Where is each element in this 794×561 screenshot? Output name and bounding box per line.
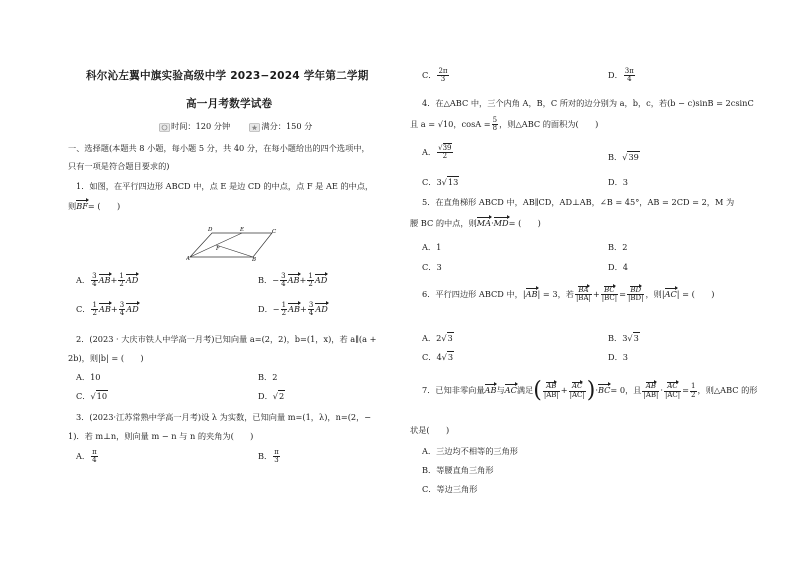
- q5-text-line1: 5．在直角梯形 ABCD 中，AB∥CD，AD⊥AB，∠B = 45°，AB = 2CD = 2，M 为: [422, 197, 735, 207]
- plus: +: [592, 288, 600, 299]
- exam-meta: [159, 121, 312, 132]
- option-letter: A．: [422, 146, 437, 157]
- vec-md: MD: [493, 218, 509, 228]
- den: |AC|: [665, 390, 681, 399]
- vec-bc: BC: [597, 385, 611, 395]
- num: 3: [308, 301, 314, 309]
- vec-bd: BD: [630, 286, 642, 294]
- dot: ·: [595, 385, 598, 395]
- q6-option-c: [422, 352, 454, 363]
- fraction: [627, 287, 644, 303]
- q4-option-b: [608, 152, 640, 163]
- exam-title-line2: 高一月考数学试卷: [186, 98, 273, 110]
- q7-part: 与: [496, 385, 505, 395]
- vec-ad: AD: [314, 274, 328, 285]
- num: √39: [438, 144, 452, 152]
- option-letter: B．: [258, 274, 273, 285]
- q3-option-a: [76, 449, 99, 465]
- den: 3: [274, 456, 279, 465]
- q2-option-a: A．10: [76, 372, 101, 382]
- sign: −: [272, 303, 280, 314]
- plus: +: [560, 385, 568, 395]
- fraction: [624, 68, 635, 84]
- q3-text-line1: 3．(2023·江苏常熟中学高一月考)设 λ 为实数，已知向量 m=(1，λ)，n=(2，−: [76, 412, 372, 422]
- fraction: [492, 117, 498, 133]
- sign: −: [272, 274, 280, 285]
- sqrt: √10: [90, 391, 108, 401]
- option-letter: C．4: [422, 352, 442, 362]
- option-letter: D．: [258, 303, 273, 314]
- radicand: 3: [447, 352, 454, 362]
- q7-part: = 0，且: [610, 385, 642, 395]
- vec-ac: AC: [667, 382, 678, 391]
- vec-ac: AC: [504, 385, 517, 395]
- vec-ma: MA: [476, 218, 492, 228]
- q3-text-line2: 1)．若 m⊥n，则向量 m − n 与 n 的夹角为( ): [68, 431, 254, 441]
- exam-title-line1: 科尔沁左翼中旗实验高级中学 2023−2024 学年第二学期: [86, 70, 369, 82]
- den: |AB|: [543, 390, 559, 399]
- q1-prefix: 则: [68, 201, 77, 211]
- left-paren: (: [533, 378, 542, 403]
- radicand: 3: [633, 333, 639, 343]
- option-letter: D．: [258, 391, 273, 401]
- option-letter: C．: [76, 303, 91, 314]
- q3-option-d: [608, 68, 636, 84]
- dot: ·: [660, 385, 664, 395]
- q6-part: | = 3，若: [537, 288, 574, 299]
- num: 3π: [624, 67, 634, 75]
- q6-option-a: [422, 333, 454, 344]
- den: 4: [627, 75, 632, 84]
- vec-ab: AB: [525, 288, 538, 299]
- fraction: [437, 145, 452, 161]
- q6-option-b: [608, 333, 640, 344]
- option-letter: C．: [76, 391, 91, 401]
- q4-text-line1: 4．在△ABC 中，三个内角 A，B，C 所对的边分别为 a，b，c，若(b − c)sinB = 2csinC: [422, 98, 754, 108]
- num: 5: [492, 116, 498, 124]
- q7-text: [422, 380, 758, 402]
- sign: +: [300, 303, 307, 314]
- fraction: [543, 383, 560, 399]
- score-icon: [249, 123, 260, 132]
- den: 4: [119, 309, 125, 318]
- option-letter: B．3: [608, 333, 628, 343]
- option-letter: A．2: [422, 333, 442, 343]
- sqrt: √13: [441, 177, 459, 187]
- num: 3: [92, 272, 97, 280]
- q4-text-line2: [410, 117, 598, 133]
- coef: [281, 302, 287, 318]
- q4-option-a: [422, 145, 454, 161]
- vec-ab: AB: [484, 385, 497, 395]
- vec-ad: AD: [125, 274, 139, 285]
- den: |BC|: [601, 294, 618, 303]
- q1-option-a: [76, 273, 138, 289]
- num: 3: [281, 272, 286, 280]
- option-letter: A．: [76, 274, 91, 285]
- coef: [307, 273, 313, 289]
- coef: [91, 302, 97, 318]
- q2-text-line2: 2b)，则|b| = ( ): [68, 353, 144, 363]
- q7-part: 满足: [516, 385, 534, 395]
- q5-option-a: A．1: [422, 242, 442, 252]
- radicand: 39: [442, 144, 452, 152]
- vec-ac: AC: [572, 382, 583, 391]
- vec-ad: AD: [126, 303, 139, 314]
- den: 2: [308, 280, 313, 289]
- den: |AB|: [643, 390, 659, 399]
- den: |BD|: [627, 294, 644, 303]
- coef: [280, 273, 286, 289]
- dot: ·: [491, 218, 494, 228]
- figure-label-b: B: [252, 257, 257, 261]
- den: 2: [119, 280, 124, 289]
- q7-text-line2: 状是( ): [410, 425, 450, 435]
- q5-option-b: B．2: [608, 242, 628, 252]
- q7-option-b: B．等腰直角三角形: [422, 465, 494, 475]
- vec-ab: AB: [98, 274, 111, 285]
- coef: [119, 302, 125, 318]
- den: 2: [691, 390, 696, 399]
- q1-text-line2: [68, 201, 120, 212]
- option-letter: A．: [76, 450, 91, 461]
- clock-icon: [159, 123, 170, 132]
- radicand: 3: [447, 333, 453, 343]
- sign: +: [110, 303, 118, 314]
- fraction: [437, 68, 448, 84]
- q1-option-d: [258, 302, 328, 318]
- option-letter: B．: [608, 152, 623, 162]
- sign: +: [110, 274, 118, 285]
- q2-option-b: B．2: [258, 372, 278, 382]
- q7-option-a: A．三边均不相等的三角形: [422, 446, 518, 456]
- figure-label-e: E: [240, 227, 245, 233]
- option-letter: C．: [422, 69, 437, 80]
- equals: =: [619, 288, 626, 299]
- den: 2: [92, 309, 97, 318]
- figure-label-d: D: [208, 227, 213, 233]
- sqrt: √3: [441, 333, 453, 343]
- fraction: [91, 449, 98, 465]
- vec-ab: AB: [645, 382, 657, 391]
- time-label: 时间：120 分钟: [171, 121, 231, 131]
- den: 4: [281, 280, 286, 289]
- vec-ab: AB: [288, 303, 301, 314]
- den: 2: [442, 152, 448, 161]
- fraction: [664, 383, 681, 399]
- vec-ba: BA: [578, 286, 589, 294]
- fraction: [569, 383, 586, 399]
- q5-text-line2: [410, 218, 541, 229]
- num: 1: [119, 272, 124, 280]
- radicand: 13: [447, 177, 459, 187]
- q1-parallelogram-figure: [186, 225, 278, 261]
- q4-part: ，则△ABC 的面积为( ): [499, 118, 599, 129]
- vec-ac: AC: [664, 288, 677, 299]
- q1-suffix: = ( ): [87, 201, 121, 211]
- q7-part: 7．已知非零向量: [422, 385, 485, 395]
- num: π: [274, 448, 279, 456]
- q6-option-d: D．3: [608, 352, 628, 362]
- q5-part: = ( ): [508, 218, 541, 228]
- sqrt: √39: [622, 152, 639, 162]
- fraction: [575, 287, 592, 303]
- sqrt: √3: [441, 352, 454, 362]
- den: 2: [281, 309, 287, 318]
- num: 1: [691, 382, 696, 391]
- vec-ab: AB: [546, 382, 557, 391]
- option-letter: B．: [258, 450, 273, 461]
- figure-label-f: F: [216, 246, 220, 252]
- den: 4: [308, 309, 314, 318]
- num: 1: [281, 301, 287, 309]
- vec-bc: BC: [604, 286, 615, 294]
- den: |AC|: [569, 390, 585, 399]
- q6-part: 6．平行四边形 ABCD 中，|: [422, 288, 526, 299]
- q3-option-b: [258, 449, 281, 465]
- q1-option-b: [258, 273, 327, 289]
- equals: =: [682, 385, 690, 395]
- den: 4: [92, 456, 97, 465]
- den: 8: [492, 124, 498, 133]
- coef: [91, 273, 97, 289]
- fraction: [601, 287, 618, 303]
- q4-part: 且 a = √10，cosA =: [410, 118, 491, 129]
- section-heading-line2: 只有一项是符合题目要求的): [68, 161, 170, 171]
- q1-option-c: [76, 302, 139, 318]
- num: 2π: [438, 67, 448, 75]
- q7-part: ，则△ABC 的形: [697, 385, 758, 395]
- q4-option-d: D．3: [608, 177, 628, 187]
- den: 4: [92, 280, 97, 289]
- q2-option-d: [258, 391, 285, 402]
- q2-text-line1: 2．(2023 · 大庆市铁人中学高一月考)已知向量 a=(2，2)，b=(1，x)，若 a∥(a +: [76, 334, 377, 344]
- sign: +: [299, 274, 307, 285]
- num: 1: [92, 301, 97, 309]
- q6-part: | = ( ): [676, 288, 715, 299]
- q1-text-line1: 1．如图，在平行四边形 ABCD 中，点 E 是边 CD 的中点，点 F 是 AE 的中点，: [76, 181, 374, 191]
- figure-label-a: A: [186, 256, 190, 261]
- coef: [118, 273, 124, 289]
- q4-option-c: [422, 177, 459, 188]
- q5-option-d: D．4: [608, 262, 628, 272]
- coef: [308, 302, 314, 318]
- den: |BA|: [575, 294, 591, 303]
- section-heading-line1: 一、选择题(本题共 8 小题，每小题 5 分，共 40 分，在每小题给出的四个选项中，: [68, 143, 370, 153]
- num: π: [92, 448, 97, 456]
- q2-option-c: [76, 391, 108, 402]
- q1-vec-bf: BF: [76, 201, 88, 211]
- sqrt: √3: [627, 333, 639, 343]
- vec-ad: AD: [315, 303, 328, 314]
- fraction: [642, 383, 659, 399]
- q7-option-c: C．等边三角形: [422, 484, 478, 494]
- option-letter: D．: [608, 69, 623, 80]
- q6-part: ，则|: [645, 288, 665, 299]
- den: 3: [440, 75, 446, 84]
- q5-part: 腰 BC 的中点，则: [410, 218, 477, 228]
- sqrt: √2: [272, 391, 285, 401]
- score-label: 满分：150 分: [261, 121, 313, 131]
- fraction: [690, 383, 696, 399]
- radicand: 2: [278, 391, 285, 401]
- q5-option-c: C．3: [422, 262, 442, 272]
- q3-option-c: [422, 68, 450, 84]
- num: 1: [308, 272, 313, 280]
- figure-label-c: C: [272, 229, 277, 235]
- vec-ab: AB: [287, 274, 300, 285]
- radicand: 39: [628, 152, 639, 162]
- q6-text: [422, 287, 714, 303]
- option-letter: C．3: [422, 177, 442, 187]
- num: 3: [119, 301, 125, 309]
- right-paren: ): [586, 378, 596, 403]
- fraction: [273, 449, 280, 465]
- vec-ab: AB: [98, 303, 111, 314]
- radicand: 10: [96, 391, 108, 401]
